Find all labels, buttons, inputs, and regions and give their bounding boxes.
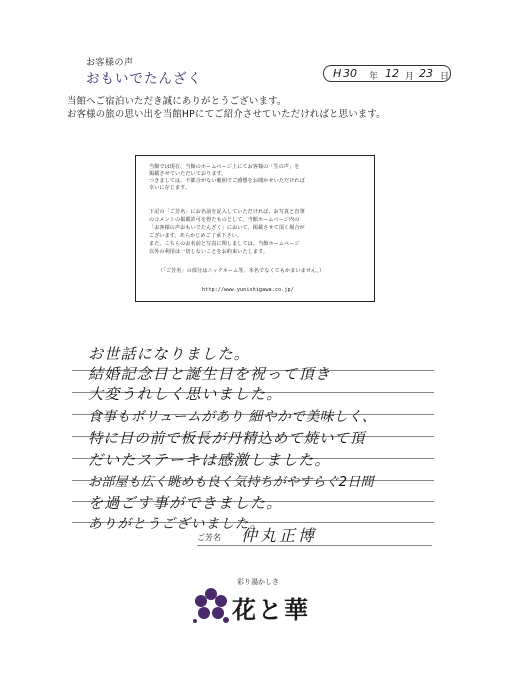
date-era: H	[333, 67, 342, 80]
notice-url: http://www.yunishigawa.co.jp/	[202, 287, 294, 293]
message-text: 食事もボリュームがあり 細やかで美味しく、	[88, 409, 377, 425]
date-day-unit: 日	[440, 72, 450, 82]
message-text: だいたステーキは感激しました。	[88, 451, 331, 469]
date-month: 12	[385, 67, 399, 80]
notice-line: ございます。あらかじめご了承下さい。	[149, 233, 243, 239]
notice-line: つきましては、不都合がない範囲でご感想をお聞かせいただければ	[149, 178, 305, 184]
message-text: を過ごす事ができました。	[88, 494, 283, 512]
date-month-unit: 月	[405, 72, 415, 82]
page-title: おもいでたんざく	[86, 71, 202, 87]
logo-name: 花と華	[232, 595, 310, 624]
notice-line: 以外の利用は一切しないことをお約束いたします。	[149, 249, 269, 255]
notice-line: 当館では現在、当館のホームページ上にてお客様の「生の声」を	[149, 164, 300, 170]
signature-line	[197, 545, 432, 546]
flower-logo-icon	[190, 584, 232, 626]
message-text: 特に目の前で板長が丹精込めて焼いて頂	[88, 431, 366, 447]
signature-name: 仲丸正博	[241, 526, 318, 545]
header-label: お客様の声	[86, 58, 134, 68]
notice-line: 下記の「ご芳名」にお名前を記入していただければ、お写真と直筆	[149, 209, 305, 215]
notice-line: のコメントの掲載許可を得たものとして、当館ホームページ内の	[149, 217, 300, 223]
message-text: 結婚記念日と誕生日を祝って頂き	[88, 365, 332, 383]
notice-line: また、こちらのお名前と写真に関しましては、当館ホームページ	[149, 241, 300, 247]
logo-subtitle: 彩り湯かしき	[237, 578, 279, 586]
notice-line: 「お客様の声おもいでたんざく」において、掲載させて頂く場合が	[149, 225, 305, 231]
date-year-unit: 年	[369, 72, 379, 82]
intro-line-2: お客様の旅の思い出を当館HPにてご紹介させていただければと思います。	[67, 109, 386, 120]
message-text: お部屋も広く眺めも良く気持ちがやすらぐ2日間	[88, 475, 374, 490]
signature-label: ご芳名	[197, 533, 221, 542]
message-text: ありがとうございました。	[88, 516, 265, 532]
date-day: 23	[419, 67, 433, 80]
notice-line: 掲載させていただいております。	[149, 171, 227, 177]
date-year: 30	[343, 67, 357, 80]
notice-line: （「ご芳名」の部分はニックネーム等、本名でなくてもかまいません。）	[158, 268, 325, 274]
message-text: 大変うれしく思いました。	[88, 385, 283, 403]
message-text: お世話になりました。	[88, 345, 251, 363]
notice-box	[135, 155, 375, 302]
notice-line: 幸いに存じます。	[149, 185, 191, 191]
intro-line-1: 当館へご宿泊いただき誠にありがとうございます。	[67, 96, 287, 107]
